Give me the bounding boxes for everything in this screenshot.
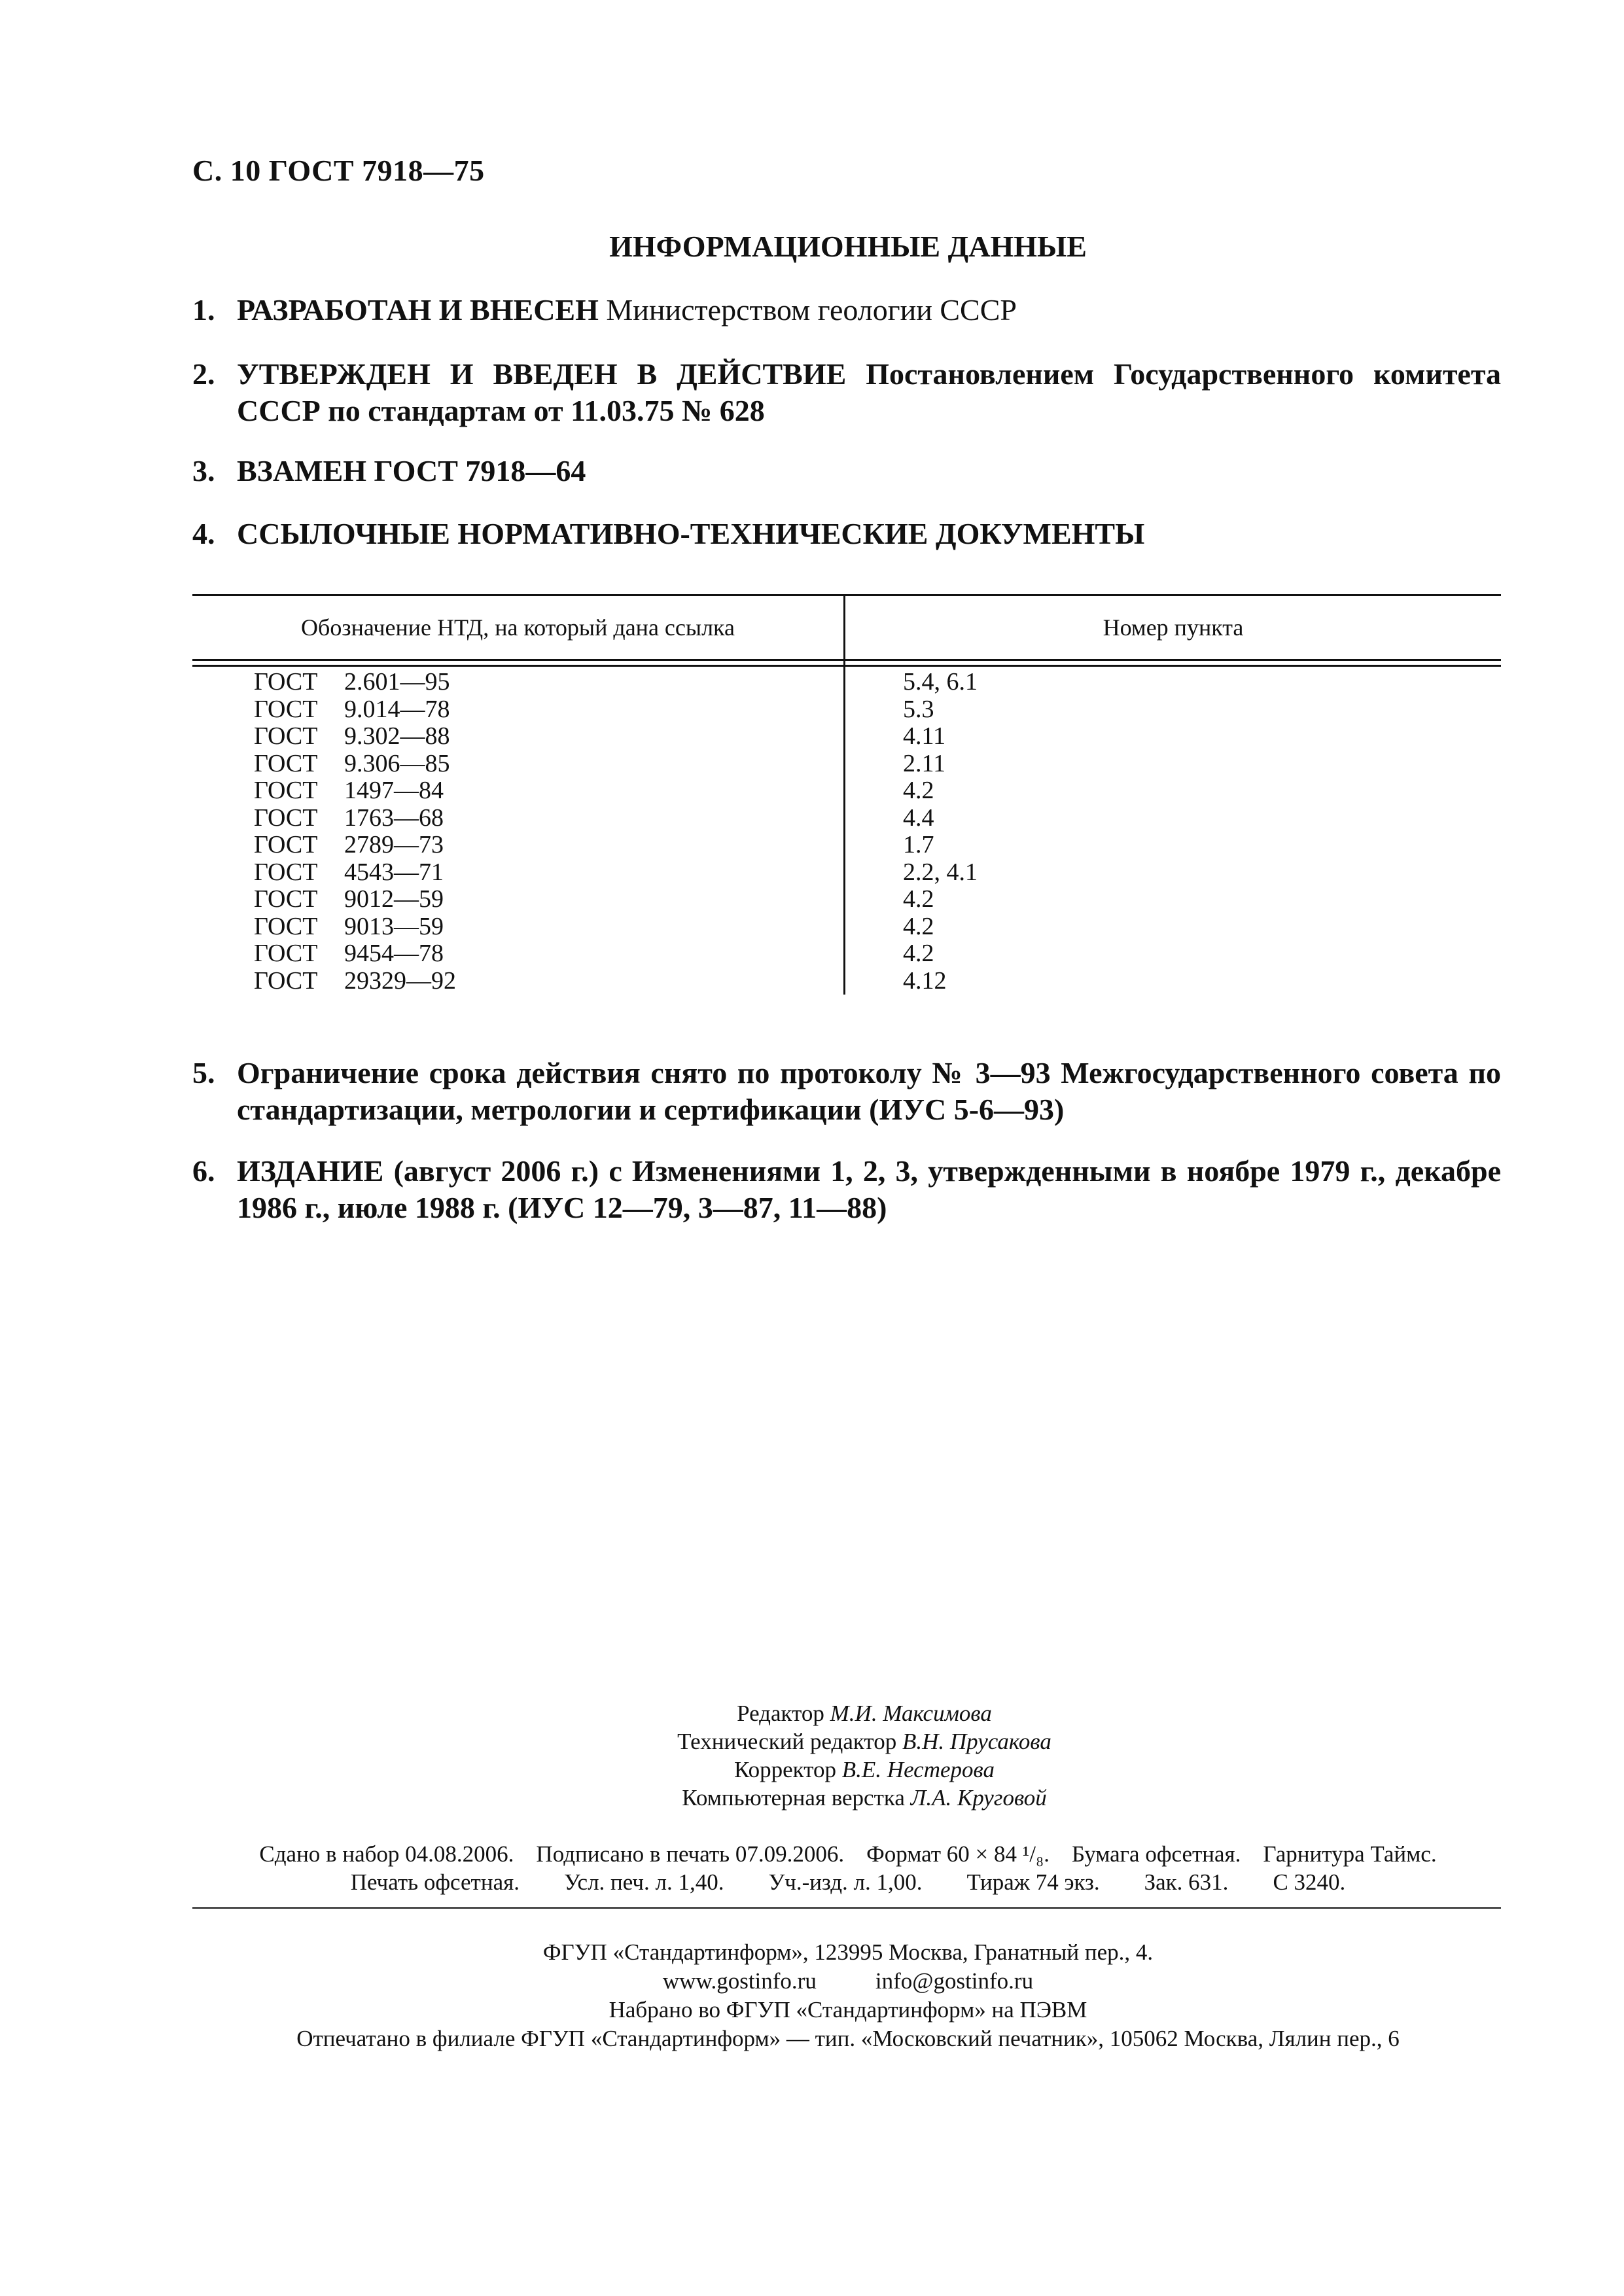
table-header-rule [192, 665, 1501, 667]
print-info-field: Гарнитура Таймс. [1263, 1841, 1437, 1867]
imprint-divider [192, 1907, 1501, 1909]
item-bold-lead: ВЗАМЕН ГОСТ 7918—64 [237, 454, 586, 487]
gost-code: 4543—71 [344, 858, 444, 886]
item-number: 3. [192, 454, 215, 487]
info-item-1 [192, 292, 1501, 328]
item-bold-lead: ССЫЛОЧНЫЕ НОРМАТИВНО-ТЕХНИЧЕСКИЕ ДОКУМЕНТЫ [237, 517, 1145, 550]
table-row [192, 669, 1501, 696]
item-bold-lead: УТВЕРЖДЕН И ВВЕДЕН В ДЕЙСТВИЕ [237, 357, 847, 391]
gost-prefix: ГОСТ [254, 885, 318, 913]
gost-prefix: ГОСТ [254, 804, 318, 832]
section-title: ИНФОРМАЦИОННЫЕ ДАННЫЕ [609, 230, 1087, 263]
print-info-field: Сдано в набор 04.08.2006. [259, 1841, 514, 1867]
publisher-info [0, 1938, 1624, 2053]
table-header-clause: Номер пункта [1103, 614, 1244, 641]
print-info-field: Уч.-изд. л. 1,00. [768, 1869, 923, 1895]
credit-proofreader [0, 1756, 1624, 1784]
publisher-email[interactable]: info@gostinfo.ru [875, 1968, 1034, 1994]
gost-prefix: ГОСТ [254, 668, 318, 696]
table-header-designation: Обозначение НТД, на который дана ссылка [301, 614, 735, 641]
gost-prefix: ГОСТ [254, 966, 318, 995]
info-item-6 [192, 1153, 1501, 1226]
page-header: С. 10 ГОСТ 7918—75 [192, 154, 485, 187]
credit-name: В.Е. Нестерова [841, 1757, 995, 1782]
item-text: Министерством геологии СССР [598, 293, 1017, 327]
clause-number: 4.2 [903, 940, 934, 967]
table-row [192, 805, 1501, 832]
table-row [192, 777, 1501, 805]
table-row [192, 832, 1501, 859]
clause-number: 5.3 [903, 695, 934, 723]
print-specifications [0, 1840, 1624, 1896]
clause-number: 4.2 [903, 777, 934, 804]
info-item-2 [192, 356, 1501, 429]
credit-editor [0, 1699, 1624, 1727]
publisher-printed: Отпечатано в филиале ФГУП «Стандартинформ» — тип. «Московский печатник», 105062 Москва, Лялин пер., 6 [296, 2026, 1400, 2051]
credit-role: Компьютерная верстка [682, 1785, 905, 1810]
gost-code: 9.302—88 [344, 722, 450, 750]
gost-code: 1763—68 [344, 804, 444, 832]
credit-name: В.Н. Прусакова [902, 1729, 1051, 1754]
item-bold-lead: РАЗРАБОТАН И ВНЕСЕН [237, 293, 599, 327]
gost-code: 2789—73 [344, 831, 444, 858]
publisher-website[interactable]: www.gostinfo.ru [662, 1968, 817, 1994]
print-info-field: Тираж 74 экз. [966, 1869, 1100, 1895]
item-number: 2. [192, 357, 215, 391]
credit-technical-editor [0, 1727, 1624, 1756]
clause-number: 1.7 [903, 831, 934, 858]
table-row [192, 940, 1501, 968]
item-text: (август 2006 г.) с Изменениями 1, 2, 3, утвержденными в ноябре 1979 г., декабре 1986 г., июле 1988 г. (ИУС 12—79, 3—87, 11—88) [237, 1154, 1501, 1224]
editorial-credits [0, 1699, 1624, 1812]
info-item-3 [192, 453, 1501, 489]
item-text: Постановлением Государственного комитета СССР по стандартам от 11.03.75 № 628 [237, 357, 1501, 427]
item-number: 4. [192, 517, 215, 550]
print-info-field: Зак. 631. [1144, 1869, 1229, 1895]
credit-layout [0, 1784, 1624, 1812]
publisher-address: ФГУП «Стандартинформ», 123995 Москва, Гранатный пер., 4. [542, 1939, 1154, 1965]
gost-prefix: ГОСТ [254, 777, 318, 804]
gost-code: 9.014—78 [344, 695, 450, 723]
gost-code: 9.306—85 [344, 749, 450, 777]
table-row [192, 913, 1501, 941]
gost-prefix: ГОСТ [254, 722, 318, 750]
credit-role: Корректор [734, 1757, 837, 1782]
print-info-field: Подписано в печать 07.09.2006. [536, 1841, 845, 1867]
gost-code: 9013—59 [344, 912, 444, 940]
clause-number: 4.2 [903, 912, 934, 940]
gost-code: 1497—84 [344, 777, 444, 804]
clause-number: 4.11 [903, 722, 946, 750]
gost-prefix: ГОСТ [254, 858, 318, 886]
gost-code: 2.601—95 [344, 668, 450, 696]
clause-number: 2.2, 4.1 [903, 858, 978, 886]
print-info-field: Бумага офсетная. [1071, 1841, 1241, 1867]
table-top-rule [192, 594, 1501, 596]
gost-prefix: ГОСТ [254, 831, 318, 858]
gost-code: 9012—59 [344, 885, 444, 913]
gost-prefix: ГОСТ [254, 912, 318, 940]
table-header-rule [192, 659, 1501, 661]
table-row [192, 859, 1501, 887]
clause-number: 5.4, 6.1 [903, 668, 978, 696]
clause-number: 4.2 [903, 885, 934, 913]
gost-prefix: ГОСТ [254, 749, 318, 777]
table-row [192, 723, 1501, 751]
table-row [192, 968, 1501, 995]
item-number: 1. [192, 293, 215, 327]
clause-number: 4.4 [903, 804, 934, 832]
table-row [192, 751, 1501, 778]
item-number: 5. [192, 1056, 215, 1089]
print-info-field: С 3240. [1273, 1869, 1346, 1895]
gost-code: 9454—78 [344, 940, 444, 967]
publisher-typeset: Набрано во ФГУП «Стандартинформ» на ПЭВМ [609, 1997, 1087, 2022]
clause-number: 4.12 [903, 966, 947, 995]
credit-name: М.И. Максимова [830, 1701, 992, 1726]
credit-role: Технический редактор [677, 1729, 897, 1754]
info-item-5 [192, 1055, 1501, 1128]
gost-prefix: ГОСТ [254, 940, 318, 967]
table-row [192, 696, 1501, 724]
info-item-4 [192, 516, 1501, 552]
item-number: 6. [192, 1154, 215, 1188]
publisher-contacts [72, 1967, 1624, 1996]
print-info-field: Формат 60 × 84 ¹/₈. [866, 1841, 1050, 1867]
table-body [192, 669, 1501, 995]
credit-role: Редактор [737, 1701, 824, 1726]
clause-number: 2.11 [903, 749, 946, 777]
item-bold-lead: ИЗДАНИЕ [237, 1154, 384, 1188]
item-text: Ограничение срока действия снято по протоколу № 3—93 Межгосударственного совета по стандартизации, метрологии и сертификации (ИУС 5-6—93) [237, 1056, 1501, 1126]
credit-name: Л.А. Круговой [910, 1785, 1047, 1810]
print-info-line-2 [72, 1868, 1624, 1896]
print-info-field: Усл. печ. л. 1,40. [563, 1869, 724, 1895]
gost-prefix: ГОСТ [254, 695, 318, 723]
print-info-field: Печать офсетная. [350, 1869, 520, 1895]
gost-code: 29329—92 [344, 966, 456, 995]
table-row [192, 886, 1501, 913]
print-info-line-1 [72, 1840, 1624, 1868]
